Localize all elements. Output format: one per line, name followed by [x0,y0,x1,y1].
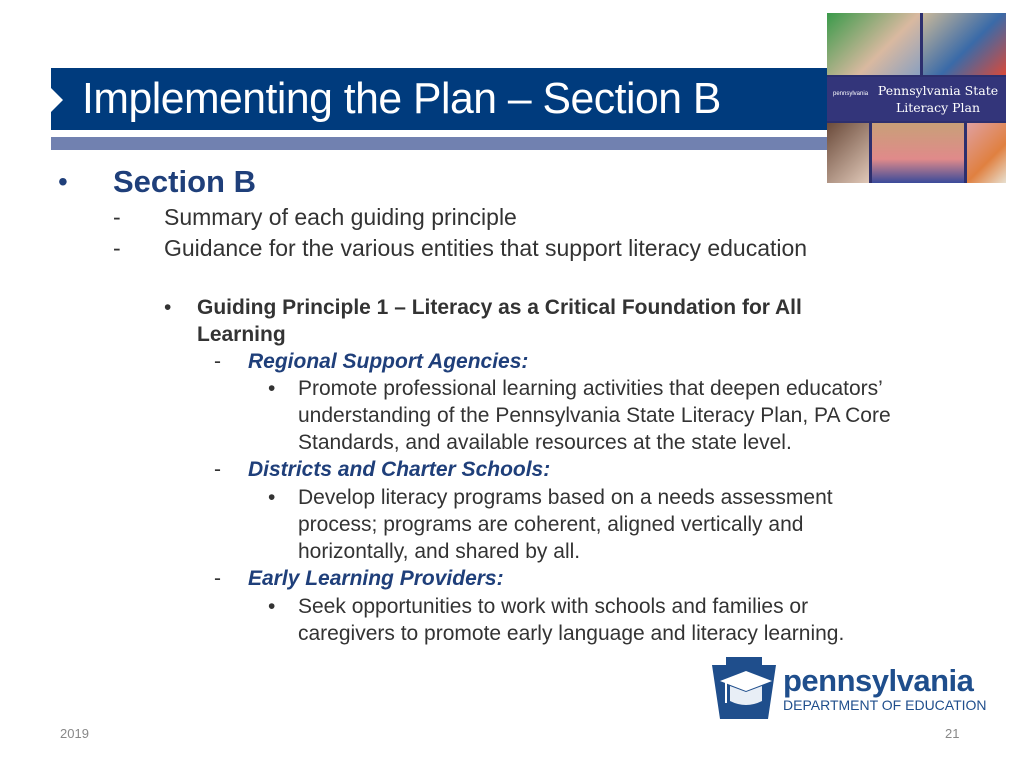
entity-text: process; programs are coherent, aligned vertically and [298,513,804,536]
section-item: Summary of each guiding principle [164,204,517,230]
keystone-graduation-cap-icon [712,657,776,719]
photo-mother-child [827,123,869,183]
photo-teacher-boy [923,13,1006,75]
cover-title [873,82,1003,116]
dash: - [214,350,221,373]
section-item: Guidance for the various entities that support literacy education [164,235,808,261]
entity-text: horizontally, and shared by all. [298,540,581,563]
entity-name: Districts and Charter Schools: [248,458,551,481]
accent-bar [51,137,827,150]
dash: - [113,235,121,261]
pde-logo-name: pennsylvania [783,663,974,698]
cover-title-line: Pennsylvania State [877,83,999,98]
entity-text: Standards, and available resources at the state level. [298,431,792,454]
bullet: • [268,377,276,400]
entity-name: Early Learning Providers: [248,567,504,590]
footer-year: 2019 [60,726,89,741]
dash: - [113,204,121,230]
entity-text: Seek opportunities to work with schools and families or [298,595,809,618]
photo-child-reading [967,123,1006,183]
entity-text: Develop literacy programs based on a needs assessment [298,486,833,509]
entity-text: understanding of the Pennsylvania State Literacy Plan, PA Core [298,404,891,427]
dash: - [214,458,221,481]
page-number: 21 [945,726,960,741]
dash: - [214,567,221,590]
bullet: • [58,166,68,197]
principle-heading: Guiding Principle 1 – Literacy as a Critical Foundation for All [197,296,802,319]
bullet: • [268,595,276,618]
bullet: • [268,486,276,509]
cover-logo: pennsylvania [833,91,869,97]
literacy-plan-cover-image [827,13,1006,183]
photo-classroom [872,123,964,183]
banner-arrow-icon [51,88,63,112]
entity-name: Regional Support Agencies: [248,350,529,373]
principle-heading-cont: Learning [197,323,286,346]
entity-text: Promote professional learning activities that deepen educators’ [298,377,883,400]
cover-title-line: Literacy Plan [895,100,981,115]
pde-logo-dept: DEPARTMENT OF EDUCATION [783,697,987,713]
photo-students-tablet [827,13,920,75]
bullet: • [164,296,172,319]
section-heading: Section B [113,164,256,199]
entity-text: caregivers to promote early language and literacy learning. [298,622,845,645]
slide-title: Implementing the Plan – Section B [82,74,721,123]
